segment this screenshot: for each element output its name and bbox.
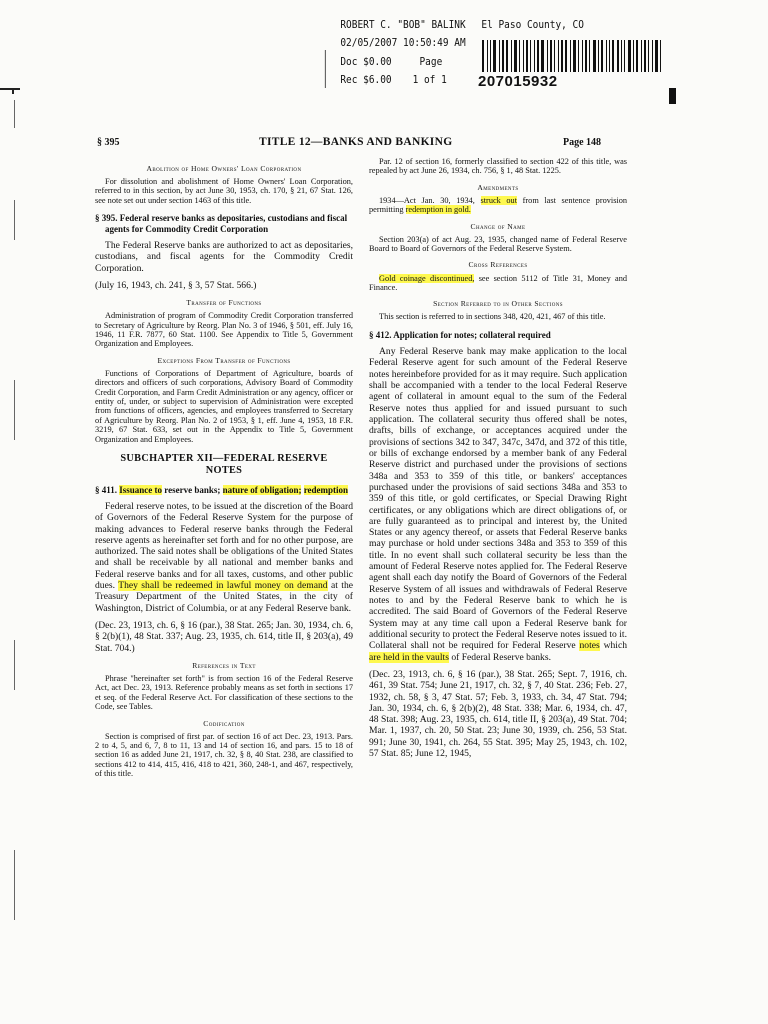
highlight: Issuance to [119, 484, 163, 495]
body-text: of Federal Reserve banks. [451, 651, 551, 663]
barcode-bar [502, 40, 504, 72]
exceptions-note: Functions of Corporations of Department of Agriculture, boards of directors and officers of such corporations, Advisory Board of Commodity Credit Corporation, and Farm Credit Administration or any agency, officer or entity of, under, or subject to supervision of Administration were excepted from functions of officers, agencies, and employees transferred to Secretary of Agriculture by Reorg. Plan No. 2 of 1953, § 1, eff. June 4, 1953, 18 F.R. 3219, 67 Stat. 633, set out in the Appendix to Title 5, Government Organization and Employees. [95, 368, 353, 444]
body-text: at the Treasury Department of the United States, in the city of Washington, District of Columbia, or at any Federal Reserve bank. [95, 580, 354, 614]
barcode-bar [598, 40, 599, 72]
barcode-bar [621, 40, 622, 72]
codification-note: Section is comprised of first par. of section 16 of act Dec. 23, 1913. Pars. 2 to 4, 5, and 6, 7, 8 to 11, 13 and 14 of section 16, and pars. 15 to 18 of section 16 as added June 21, 1917, ch. 32, § 8, 40 Stat. 238, are classified to sections 412 to 414, 415, 416, 418 to 421, 360, 248-1, and 467, respectively, of this title. [95, 731, 353, 779]
barcode-bar [644, 40, 646, 72]
exceptions-heading: Exceptions From Transfer of Functions [157, 355, 291, 365]
barcode-bar [558, 40, 559, 72]
abolition-heading: Abolition of Home Owners' Loan Corporation [146, 164, 302, 173]
barcode-bar [636, 40, 638, 72]
barcode-bar [582, 40, 583, 72]
barcode-bar [547, 40, 548, 72]
barcode [482, 40, 662, 72]
barcode-bar [519, 40, 520, 72]
barcode-bar [511, 40, 512, 72]
barcode-bar [506, 40, 508, 72]
referred-heading: Section Referred to in Other Sections [433, 299, 563, 309]
transfer-heading: Transfer of Functions [186, 298, 262, 308]
body-text: from last sentence provision permitting [369, 195, 628, 215]
body-text: Any Federal Reserve bank may make application to the local Federal Reserve agent for such amount of the Federal Reserve notes hereinbefore provided for as it may require. Such application shall be accompanied with a tender to the local Federal Reserve agent of collateral in amount equal to the sum of the Federal Reserve notes thus applied for and issued pursuant to such application. The collateral security thus offered shall be notes, drafts, bills of exchange, or acceptances acquired under the provisions of sections 342 to 347, 347c, 347d, and 372 of this title, or bills of exchange endorsed by a member bank of any Federal Reserve district and purchased under the provisions of sections 348a and 353 to 359 of this title, or bankers' acceptances purchased under the provisions of said sections 348a and 353 to 359 of this title, or gold certificates, or Special Drawing Right certificates, or any obligations which are direct obligations of, or are fully guaranteed as to principal and interest by, the United States or any agency thereof, or assets that Federal Reserve banks may purchase or hold under sections 348a and 353 to 359 of this title. In no event shall such collateral security be less than the amount of Federal Reserve notes applied for. The Federal Reserve agent shall each day notify the Board of Governors of the Federal Reserve System of all issues and withdrawals of Federal Reserve notes to and by the Federal Reserve bank to which he is accredited. The said Board of Governors of the Federal Reserve System may at any time call upon a Federal Reserve bank for additional security to protect the Federal Reserve notes issued to it. Collateral shall not be required for Federal Reserve [369, 346, 627, 652]
section-412-heading: § 412. Application for notes; collateral required [369, 329, 551, 340]
barcode-bar [561, 40, 563, 72]
barcode-bar [537, 40, 539, 72]
barcode-bar [573, 40, 576, 72]
doc-fee: Doc $0.00 [340, 55, 392, 68]
barcode-bar [648, 40, 649, 72]
page-label: Page [419, 55, 443, 68]
body-text: Federal reserve notes, to be issued at the discretion of the Board of Governors of the Federal Reserve System for the purpose of making advances to Federal reserve banks through the Federal reserve agents as hereinafter set forth and for no other purpose, are authorized. The said notes shall be obligations of the United States and shall be receivable by all national and member banks and Federal reserve banks and for all taxes, customs, and other public dues. [95, 500, 353, 592]
barcode-bar [585, 40, 587, 72]
left-column [95, 157, 353, 784]
subchapter-line: SUBCHAPTER XII—FEDERAL RESERVE [120, 452, 328, 464]
amendments-heading: Amendments [477, 182, 519, 192]
page-number: Page 148 [563, 137, 602, 148]
barcode-bar [570, 40, 571, 72]
section-411-citation: (Dec. 23, 1913, ch. 6, § 16 (par.), 38 Stat. 265; Jan. 30, 1934, ch. 6, § 2(b)(1), 48 Stat. 337; Aug. 23, 1935, ch. 614, title II, § 203(a), 49 Stat. 704.) [95, 620, 353, 654]
references-heading: References in Text [192, 660, 256, 670]
section-411-heading [95, 485, 353, 495]
barcode-bar [609, 40, 610, 72]
barcode-bar [641, 40, 642, 72]
barcode-bar [652, 40, 653, 72]
section-412-citation: (Dec. 23, 1913, ch. 6, § 16 (par.), 38 Stat. 265; Sept. 7, 1916, ch. 461, 39 Stat. 754; June 21, 1917, ch. 32, § 7, 40 Stat. 236; Feb. 27, 1932, ch. 58, § 3, 47 Stat. 57; Feb. 3, 1933, ch. 34, 47 Stat. 794; Jan. 30, 1934, ch. 6, § 2(b)(2), 48 Stat. 338; Mar. 6, 1934, ch. 47, 48 Stat. 398; Aug. 23, 1935, ch. 614, title II, § 203(a), 49 Stat. 704; Mar. 1, 1937, ch. 20, 50 Stat. 23; June 30, 1939, ch. 256, 53 Stat. 991; June 30, 1941, ch. 264, 55 Stat. 395; May 25, 1943, ch. 102, 57 Stat. 85; June 12, 1945, [369, 668, 627, 760]
barcode-bar [530, 40, 531, 72]
barcode-bar [655, 40, 658, 72]
page-title: TITLE 12—BANKS AND BANKING [259, 136, 453, 148]
barcode-bar [526, 40, 528, 72]
section-number: § 411. [95, 484, 118, 495]
barcode-bar [499, 40, 500, 72]
reception-number: 207015932 [478, 73, 558, 90]
scan-right-mark [669, 88, 676, 104]
rec-fee: Rec $6.00 [340, 73, 392, 86]
subchapter-line: NOTES [205, 464, 243, 476]
scan-edge-mark [14, 200, 15, 240]
barcode-bar [487, 40, 488, 72]
barcode-bar [534, 40, 535, 72]
highlight: nature of obligation; [222, 484, 302, 495]
scan-edge-mark [14, 380, 15, 440]
barcode-bar [593, 40, 596, 72]
heading-text: reserve banks; [164, 484, 221, 495]
barcode-bar [578, 40, 579, 72]
scan-edge-mark [14, 100, 15, 128]
barcode-bar [550, 40, 552, 72]
section-411-text [95, 501, 353, 614]
references-note: Phrase "hereinafter set forth" is from section 16 of the Federal Reserve Act, act Dec. 23, 1913. Reference probably means as set forth in sections 17 et seq. of the Federal Reserve Act. For classification of these sections to the Code, see Tables. [95, 674, 353, 712]
barcode-bar [589, 40, 590, 72]
subchapter-heading [95, 453, 353, 477]
highlight: are held in the vaults [369, 651, 449, 663]
scan-left-edge [0, 0, 22, 1024]
change-name-heading: Change of Name [470, 221, 526, 231]
barcode-bar [660, 40, 661, 72]
section-395-heading: § 395. Federal reserve banks as depositaries, custodians and fiscal agents for Commodity Credit Corporation [95, 213, 348, 234]
county-label: El Paso County, CO [481, 18, 584, 31]
highlight: struck out [480, 195, 518, 205]
body-text: see section 5112 of Title 31, Money and Finance. [369, 273, 627, 292]
barcode-bar [490, 40, 491, 72]
barcode-bar [612, 40, 614, 72]
transfer-note: Administration of program of Commodity Credit Corporation transferred to Secretary of Agriculture by Reorg. Plan No. 3 of 1946, § 501, eff. July 16, 1946, 11 F.R. 7877, 60 Stat. 1100. See Appendix to Title 5, Government Organization and Employees. [95, 311, 353, 349]
page-count: 1 of 1 [412, 73, 447, 86]
abolition-note: For dissolution and abolishment of Home Owners' Loan Corporation, referred to in this section, by act June 30, 1953, ch. 170, § 21, 67 Stat. 126, see note set out under section 1463 of this title. [95, 177, 353, 205]
barcode-bar [624, 40, 625, 72]
barcode-bar [633, 40, 634, 72]
body-text: 1934—Act Jan. 30, 1934, [379, 195, 475, 205]
scan-corner-mark [0, 88, 20, 94]
recording-datetime: 02/05/2007 10:50:49 AM [340, 36, 466, 49]
scan-edge-mark [14, 640, 15, 690]
barcode-bar [601, 40, 603, 72]
amendments-note [369, 196, 627, 215]
barcode-bar [482, 40, 484, 72]
barcode-bar [523, 40, 524, 72]
stamp-frame [325, 50, 326, 88]
highlight: redemption [303, 484, 349, 495]
codification-heading: Codification [203, 718, 245, 728]
cross-references-note [369, 274, 627, 293]
barcode-bar [617, 40, 619, 72]
section-395-text: The Federal Reserve banks are authorized to act as depositaries, custodians, and fiscal agents for the Commodity Credit Corporation. [95, 239, 353, 274]
recorder-name: ROBERT C. "BOB" BALINK [340, 18, 466, 31]
barcode-bar [628, 40, 631, 72]
referred-note: This section is referred to in sections 348, 420, 421, 467 of this title. [379, 312, 606, 322]
barcode-bar [541, 40, 544, 72]
barcode-bar [565, 40, 567, 72]
barcode-bar [514, 40, 517, 72]
barcode-bar [554, 40, 555, 72]
section-412-text [369, 346, 627, 663]
barcode-bar [606, 40, 607, 72]
section-395-citation: (July 16, 1943, ch. 241, § 3, 57 Stat. 566.) [95, 279, 257, 291]
par12-note: Par. 12 of section 16, formerly classified to section 422 of this title, was repealed by act June 26, 1934, ch. 756, § 1, 48 Stat. 1225. [369, 157, 627, 176]
scan-edge-mark [14, 850, 15, 920]
highlight: They shall be redeemed in lawful money on demand [118, 580, 328, 592]
highlight: redemption in gold. [405, 205, 471, 215]
header-section: § 395 [97, 137, 120, 148]
highlight: notes [579, 640, 600, 652]
change-name-note: Section 203(a) of act Aug. 23, 1935, changed name of Federal Reserve Board to Board of Governors of the Federal Reserve System. [369, 234, 627, 254]
right-column [369, 157, 627, 765]
highlight: Gold coinage discontinued, [379, 273, 475, 283]
body-text: which [603, 640, 628, 652]
barcode-bar [493, 40, 496, 72]
cross-references-heading: Cross References [468, 260, 528, 270]
